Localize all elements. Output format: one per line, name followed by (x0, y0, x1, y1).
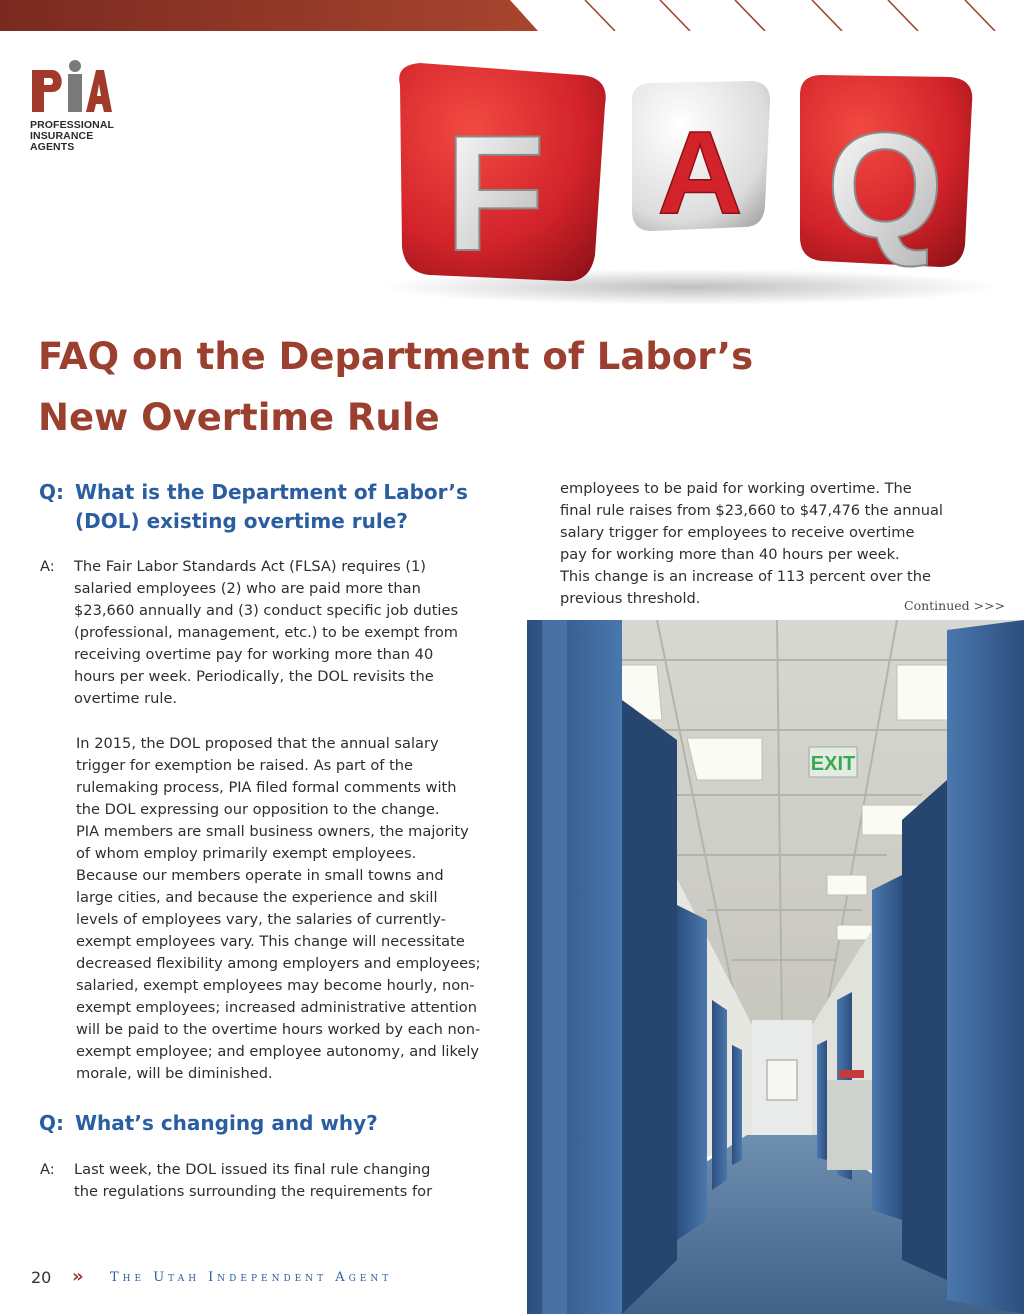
office-cubicles-photo (527, 620, 1024, 1314)
die-letter-q: Q (826, 101, 944, 269)
pia-logo-mark-icon (30, 58, 112, 114)
question-1 (39, 478, 509, 536)
answer-marker: A: (40, 558, 55, 575)
pia-logo (30, 58, 130, 153)
footer-arrows-icon: » (72, 1266, 84, 1287)
top-decorative-bar (0, 0, 1024, 31)
question-2 (39, 1109, 509, 1138)
die-letter-a: A (657, 107, 743, 239)
answer-marker: A: (40, 1161, 55, 1178)
question-marker: Q: (39, 1111, 64, 1135)
logo-label: PROFESSIONAL INSURANCE AGENTS (30, 119, 115, 153)
answer-2: A: Last week, the DOL issued its final rule changing the regulations surrounding the requirements for (40, 1161, 433, 1200)
question-2-line-1: What’s changing and why? (75, 1111, 378, 1135)
right-column-text: employees to be paid for working overtime. The final rule raises from $23,660 to $47,476 the annual salary trigger for employees to receive overtime pay for working more than 40 hours per week. This change is an increase of 113 percent over the previous threshold. (560, 480, 943, 607)
question-1-line-2: (DOL) existing overtime rule? (75, 509, 408, 533)
die-a (632, 81, 770, 239)
question-marker: Q: (39, 480, 64, 504)
continued-link[interactable]: Continued >>> (904, 598, 1006, 613)
exit-sign: EXIT (810, 753, 856, 775)
die-f (399, 63, 606, 285)
article-title: FAQ on the Department of Labor’s New Overtime Rule (38, 335, 754, 439)
publication-title: The Utah Independent Agent (110, 1270, 393, 1285)
die-letter-f: F (444, 101, 546, 285)
answer-1: A: The Fair Labor Standards Act (FLSA) requires (1) salaried employees (2) who are paid more than $23,660 annually and (3) conduct specific job duties (professional, management, etc.) to be exempt from receiving overtime pay for working more than 40 hours per week. Periodically, the DOL revisits the overtime rule. (40, 558, 459, 707)
die-q (800, 75, 972, 269)
faq-dice-hero-image (360, 55, 1000, 305)
page-number: 20 (31, 1268, 52, 1287)
question-1-line-1: What is the Department of Labor’s (75, 480, 468, 504)
answer-1-paragraph-2: In 2015, the DOL proposed that the annual salary trigger for exemption be raised. As part of the rulemaking process, PIA filed formal comments with the DOL expressing our opposition to the change. PIA members are small business owners, the majority of whom employ primarily exempt employees. Because our members operate in small towns and large cities, and because the experience and skill levels of employees vary, the salaries of currently- exempt employees vary. This change will necessitate decreased flexibility among employers and employees; salaried, exempt employees may become hourly, non- exempt employees; increased administrative attention will be paid to the overtime hours worked by each non- exempt employee; and employee autonomy, and likely morale, will be diminished. (76, 735, 481, 1082)
